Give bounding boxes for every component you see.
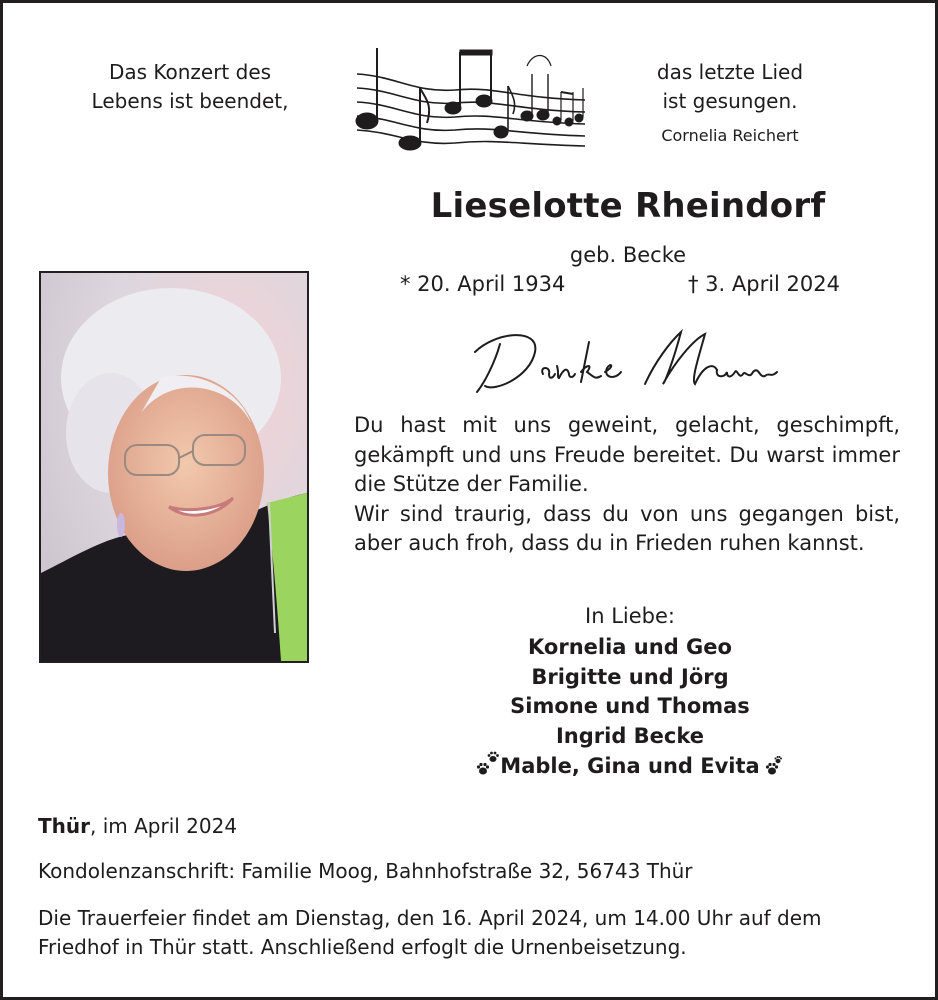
place: Thür xyxy=(38,814,90,838)
birth-date: * 20. April 1934 xyxy=(400,272,566,296)
date-suffix: , im April 2024 xyxy=(89,814,238,838)
quote-right-line-2: ist gesungen. xyxy=(662,89,798,113)
paw-print-icon xyxy=(476,751,500,777)
condolence-address: Kondolenzanschrift: Familie Moog, Bahnhofstraße 32, 56743 Thür xyxy=(38,859,693,883)
quote-left xyxy=(40,58,340,116)
maiden-name: geb. Becke xyxy=(569,243,687,267)
mourner-pets: Mable, Gina und Evita xyxy=(500,754,760,778)
death-date: † 3. April 2024 xyxy=(688,272,841,296)
mourner-name: Kornelia und Geo xyxy=(528,635,732,659)
mourner-name: Brigitte und Jörg xyxy=(531,664,729,689)
thanks-script xyxy=(455,322,795,402)
mourner-pets-row xyxy=(440,751,820,782)
mourners-list xyxy=(440,633,820,782)
deceased-name: Lieselotte Rheindorf xyxy=(430,186,826,226)
farewell-message xyxy=(354,411,900,559)
quote-right xyxy=(620,58,840,116)
ceremony-info: Die Trauerfeier findet am Dienstag, den 16. April 2024, um 14.00 Uhr auf dem Friedhof in Thür statt. Anschließend erfoglt die Urnenbeisetzung. xyxy=(38,906,822,959)
portrait-illustration xyxy=(41,273,307,661)
quote-left-line-2: Lebens ist beendet, xyxy=(91,89,289,113)
quote-right-line-1: das letzte Lied xyxy=(656,60,804,84)
message-paragraph-2: Wir sind traurig, dass du von uns gegangen bist, aber auch froh, dass du in Frieden ruhen kannst. xyxy=(354,501,900,555)
mourner-name: Simone und Thomas xyxy=(510,694,750,718)
mourners-intro: In Liebe: xyxy=(585,604,675,628)
paw-print-icon xyxy=(760,751,784,777)
portrait-photo xyxy=(39,271,309,663)
quote-left-line-1: Das Konzert des xyxy=(108,60,272,84)
message-paragraph-1: Du hast mit uns geweint, gelacht, geschimpft, gekämpft und uns Freude bereitet. Du warst immer die Stütze der Familie. xyxy=(354,413,900,496)
mourner-name: Ingrid Becke xyxy=(555,723,705,748)
music-notes-icon xyxy=(355,38,585,156)
quote-author: Cornelia Reichert xyxy=(661,126,799,145)
place-date xyxy=(38,812,237,841)
